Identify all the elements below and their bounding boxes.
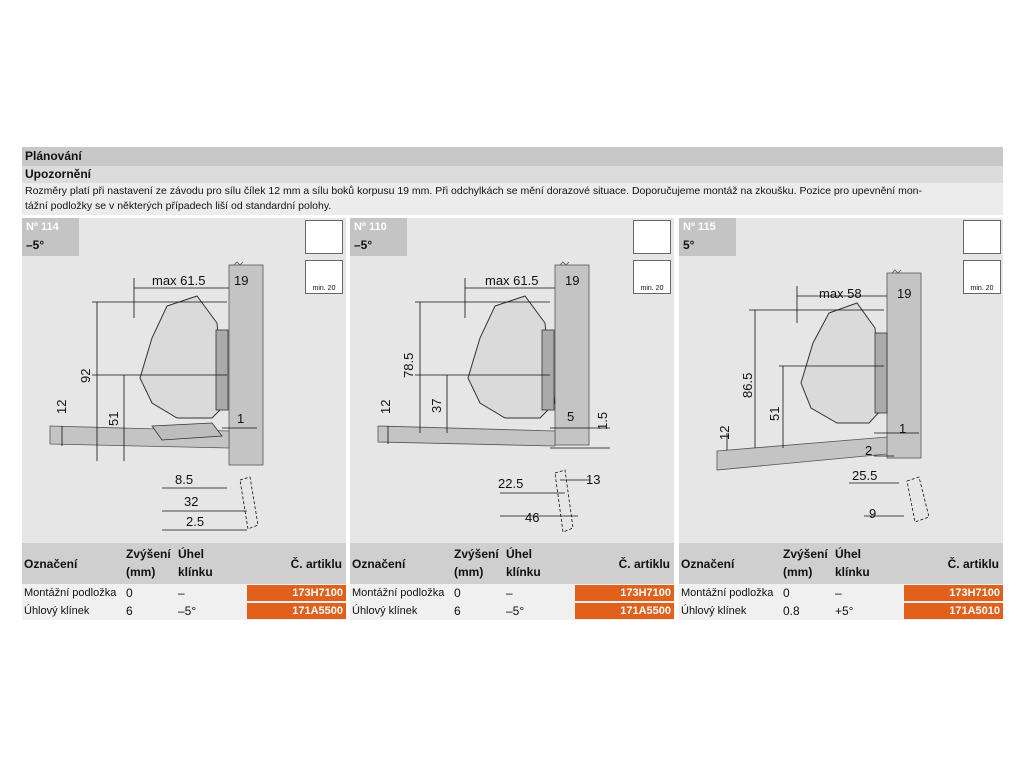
row-raise: 0.8 [783,604,800,618]
model-angle: –5° [354,238,373,252]
table-row [22,584,346,602]
row-name: Montážní podložka [24,587,117,599]
dim-h2: 2 [865,443,873,458]
table-row [679,602,1003,620]
model-badge [22,218,79,256]
col-angle-2: klínku [506,565,541,579]
hinge-mount-icon [963,220,1001,254]
row-angle: +5° [835,604,854,618]
section-title: Plánování [22,147,1003,166]
row-raise: 0 [783,586,790,600]
col-raise-unit: (mm) [783,565,813,579]
article-number: 171A5010 [904,603,1003,619]
dim-max: max 58 [819,286,862,301]
dim-max: max 61.5 [485,273,539,288]
col-article: Č. artiklu [618,557,670,571]
col-label: Označení [24,557,78,571]
table-header [22,543,346,584]
table-row [679,584,1003,602]
row-raise: 6 [126,604,133,618]
dim-h1: 1 [237,411,245,426]
model-angle: –5° [26,238,45,252]
row-angle: –5° [178,604,197,618]
dim-v-inner: 51 [767,406,782,421]
dim-b3: 2.5 [186,514,205,529]
article-number: 173H7100 [575,585,674,601]
col-raise: Zvýšení [126,547,171,561]
dim-v-outer: 92 [78,368,93,383]
table-row [350,584,674,602]
screw-label: min. 20 [970,285,994,292]
screw-label: min. 20 [640,285,664,292]
row-name: Úhlový klínek [681,605,747,617]
dim-h1: 1 [899,421,907,436]
screw-label: min. 20 [312,285,336,292]
row-angle: – [178,586,185,600]
col-angle: Úhel [506,547,533,561]
dim-v-left: 12 [378,399,393,414]
notice-line-2: tážní podložky se v některých případech liší od standardní polohy. [25,200,332,212]
dim-b1: 25.5 [852,468,878,483]
panel-114 [22,218,346,543]
row-name: Úhlový klínek [24,605,90,617]
col-article: Č. artiklu [947,557,999,571]
notice-line-1: Rozměry platí při nastavení ze závodu pro sílu čílek 12 mm a sílu boků korpusu 19 mm. Při odchylkách se mění dorazové situace. Doporučujeme montáž na zkoušku. Pozice pro upevnění mon- [25,185,923,197]
model-angle: 5° [683,238,695,252]
row-raise: 6 [454,604,461,618]
dim-h1: 5 [567,409,575,424]
screw-icon [305,260,343,294]
col-raise: Zvýšení [783,547,828,561]
panel-115 [679,218,1003,543]
dim-max: max 61.5 [152,273,206,288]
col-raise-unit: (mm) [454,565,484,579]
row-raise: 0 [126,586,133,600]
col-raise: Zvýšení [454,547,499,561]
dim-v-inner: 37 [429,398,444,413]
dim-v-inner: 51 [106,411,121,426]
table-row [22,602,346,620]
dim-b1: 8.5 [175,472,194,487]
col-label: Označení [352,557,406,571]
model-number: Nº 110 [354,221,387,233]
col-angle: Úhel [835,547,862,561]
dim-v-left: 12 [717,425,732,440]
screw-icon [963,260,1001,294]
dim-h2: 1.5 [595,411,610,430]
dim-b2: 32 [184,494,199,509]
dim-v-outer: 78.5 [401,352,416,378]
col-angle-2: klínku [178,565,213,579]
row-name: Montážní podložka [352,587,445,599]
row-angle: – [835,586,842,600]
dim-b1: 22.5 [498,476,524,491]
row-angle: – [506,586,513,600]
section-subtitle: Upozornění [22,166,1003,183]
table-header [350,543,674,584]
article-number: 173H7100 [904,585,1003,601]
hinge-diagram-114 [22,218,346,543]
dim-v-left: 12 [54,399,69,414]
col-raise-unit: (mm) [126,565,156,579]
dim-v-outer: 86.5 [740,372,755,398]
dim-side: 19 [897,286,912,301]
dim-b2: 9 [869,506,877,521]
model-number: Nº 114 [26,221,59,233]
hinge-mount-icon [633,220,671,254]
dim-b3: 46 [525,510,540,525]
hinge-diagram-110 [350,218,674,543]
screw-icon [633,260,671,294]
row-raise: 0 [454,586,461,600]
col-article: Č. artiklu [290,557,342,571]
article-number: 171A5500 [247,603,346,619]
row-name: Montážní podložka [681,587,774,599]
dim-side: 19 [565,273,580,288]
model-badge [350,218,407,256]
col-angle-2: klínku [835,565,870,579]
article-number: 171A5500 [575,603,674,619]
panel-110 [350,218,674,543]
row-name: Úhlový klínek [352,605,418,617]
model-number: Nº 115 [683,221,716,233]
row-angle: –5° [506,604,525,618]
article-number: 173H7100 [247,585,346,601]
notice-text [22,183,1003,215]
table-header [679,543,1003,584]
dim-b2: 13 [586,472,601,487]
hinge-mount-icon [305,220,343,254]
hinge-diagram-115 [679,218,1003,543]
col-angle: Úhel [178,547,205,561]
table-row [350,602,674,620]
col-label: Označení [681,557,735,571]
model-badge [679,218,736,256]
dim-side: 19 [234,273,249,288]
